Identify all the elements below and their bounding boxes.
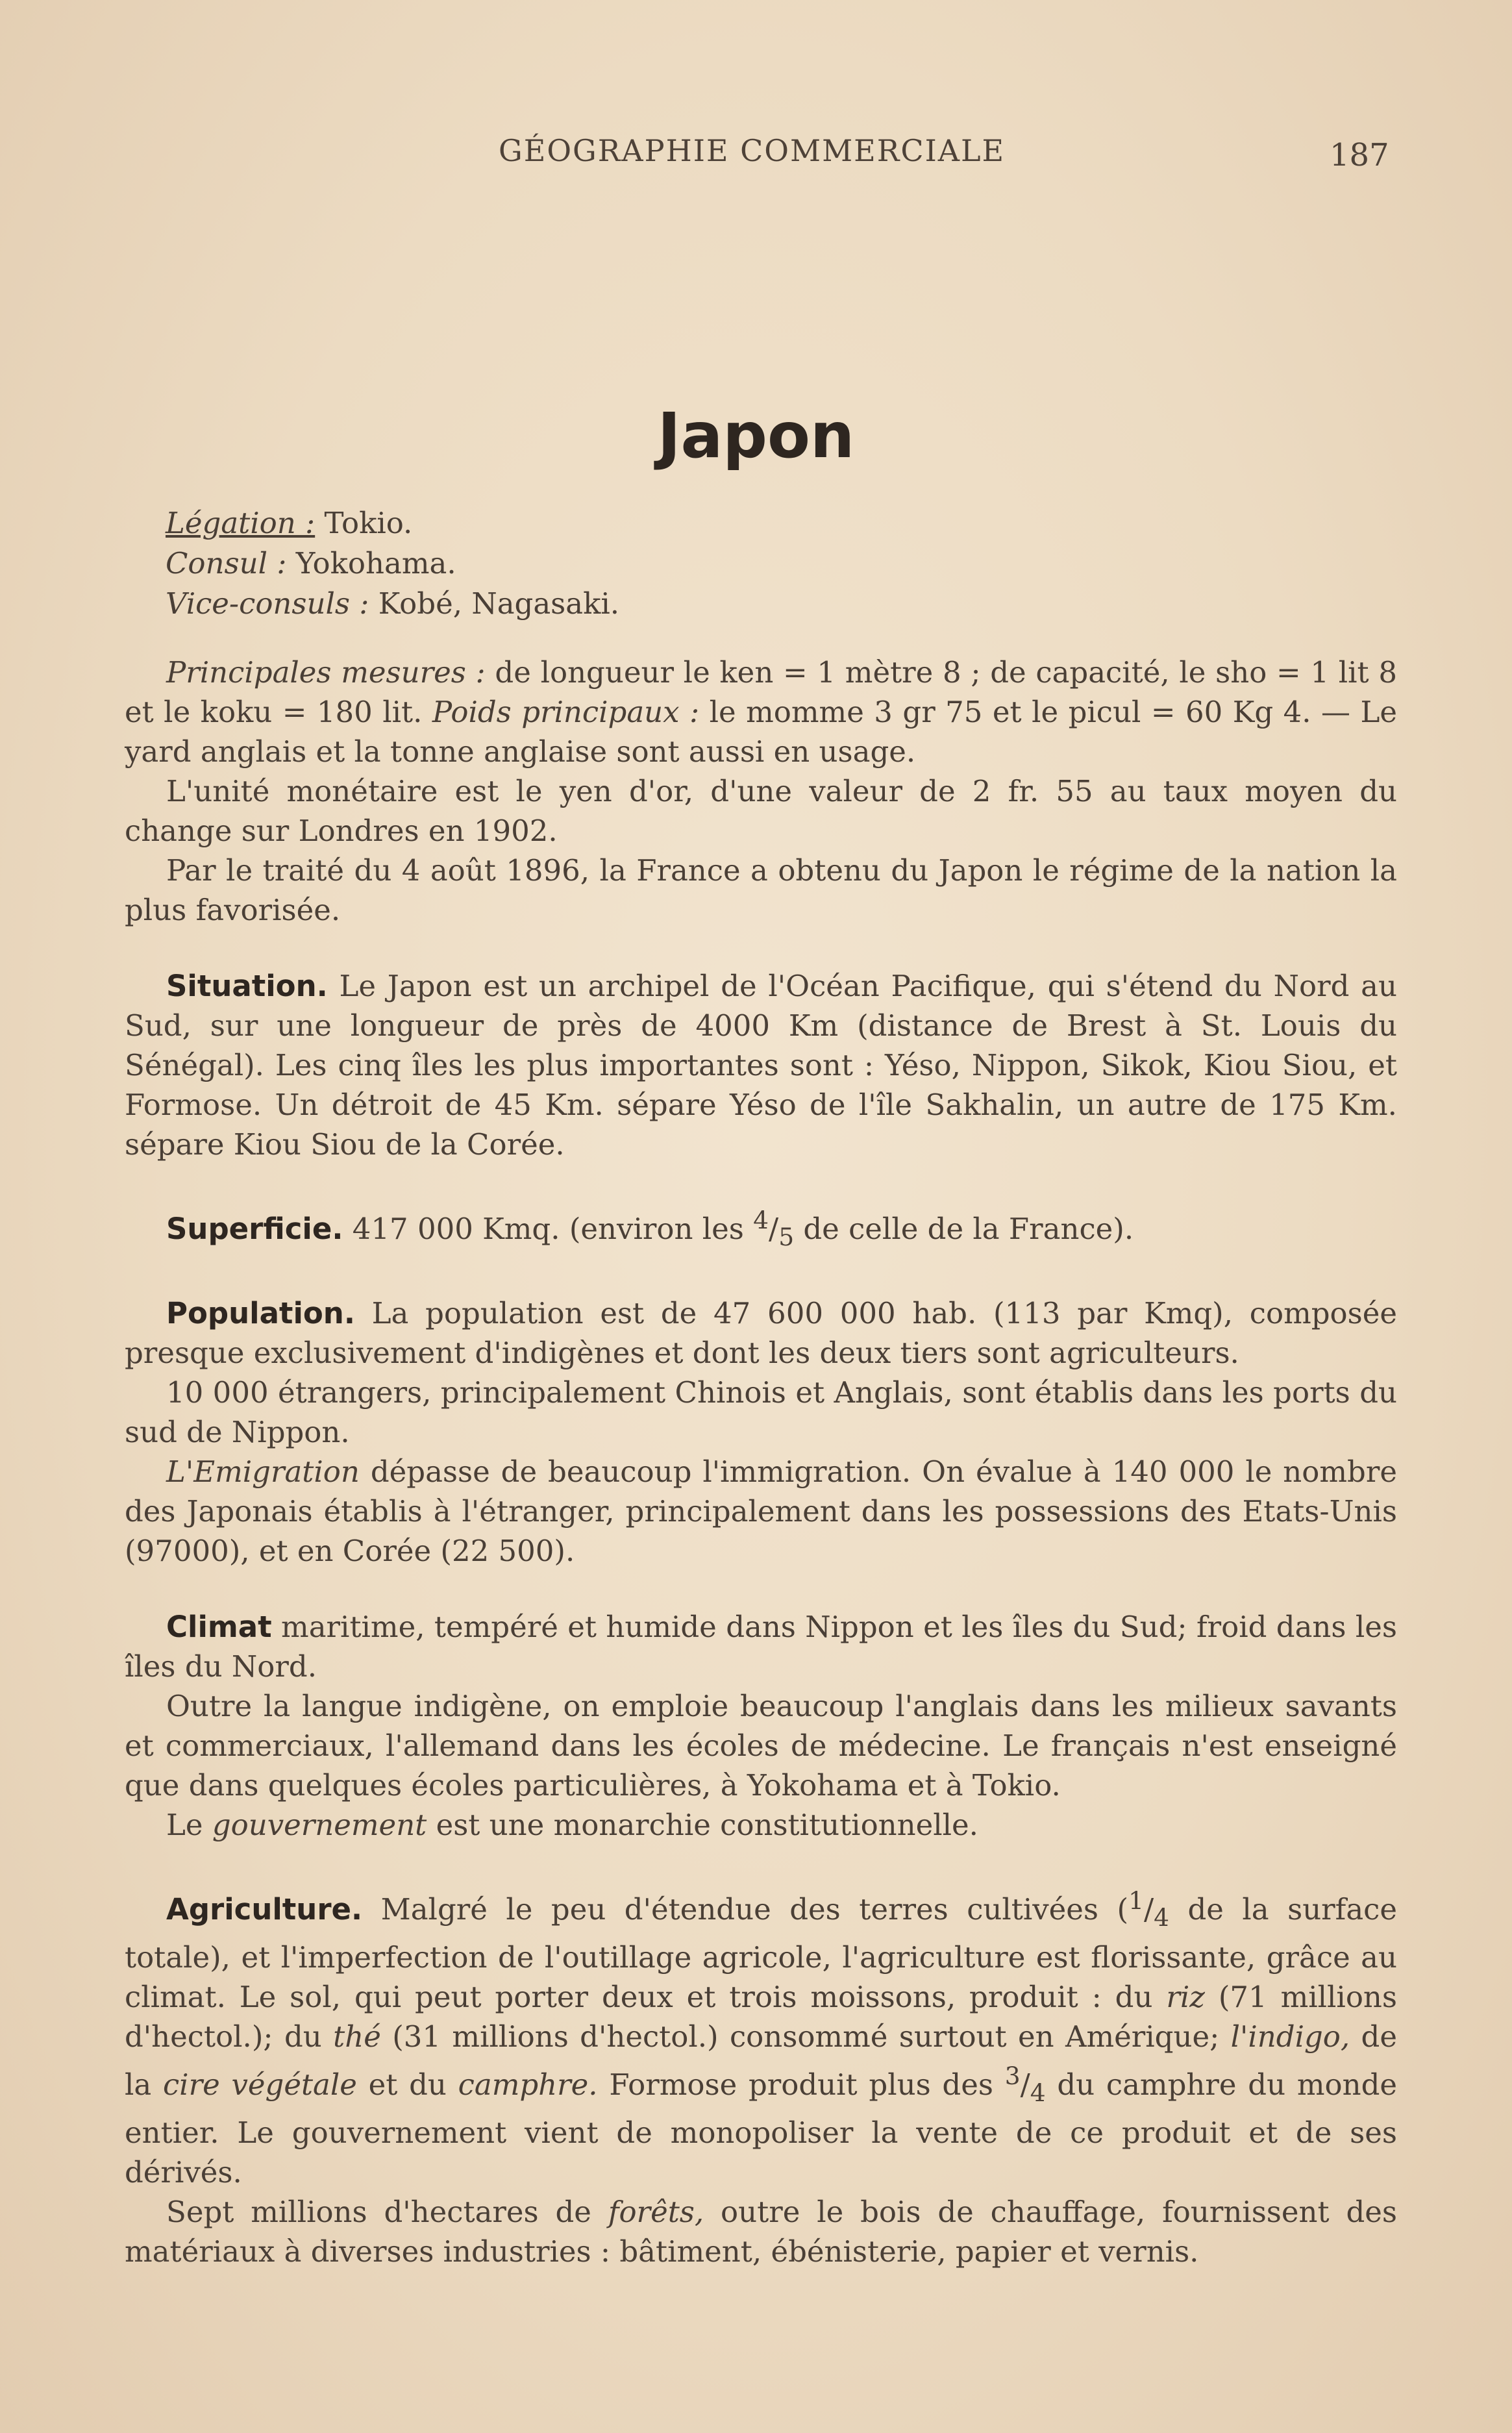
consul-value: Yokohama. (295, 546, 456, 580)
language-paragraph: Outre la langue indigène, on emploie beaucoup l'anglais dans les milieux savants et commerciaux, l'allemand dans les écoles de médecine. Le français n'est enseigné que dans quelques écoles particulières, à Yokohama et à Tokio. (125, 1689, 1397, 1803)
superficie-heading: Superficie. (166, 1212, 343, 1246)
emigration-paragraph (125, 1452, 1397, 1571)
population-paragraph-2: 10 000 étrangers, principalement Chinois et Anglais, sont établis dans les ports du sud de Nippon. (125, 1375, 1397, 1449)
situation-heading: Situation. (166, 969, 328, 1003)
legation-value: Tokio. (324, 506, 413, 540)
superficie-text-b: de celle de la France). (794, 1212, 1134, 1246)
population-heading: Population. (166, 1296, 355, 1330)
weights-label: Poids principaux : (432, 695, 700, 729)
agriculture-heading: Agriculture. (166, 1892, 363, 1927)
the-term: thé (333, 2019, 381, 2054)
agriculture-paragraph: Agriculture. Malgré le peu d'étendue des terres cultivées ($^1/_4$ de la surface totale), et l'imperfection de l'outillage agricole, l'agriculture est florissante, grâce au climat. Le sol, qui peut porter deux et trois moissons, produit : du riz (71 millions d'hectol.); du thé (31 millions d'hectol.) consommé surtout en Amérique; l'indigo, de la cire végétale et du camphre. Formose produit plus des $^3/_4$ du camphre du monde entier. Le gouvernement vient de monopoliser la vente de ce produit et de ses dérivés. (125, 1886, 1398, 2190)
emigration-label: L'Emigration (166, 1454, 360, 1489)
climat-heading: Climat (166, 1610, 272, 1644)
agri-text-3: (71 millions d'hectol.); du (125, 1980, 1397, 2054)
treaty-paragraph: Par le traité du 4 août 1896, la France a obtenu du Japon le régime de la nation la plus favorisée. (125, 853, 1397, 927)
measures-paragraph (125, 653, 1397, 771)
page-header (0, 133, 1512, 179)
viceconsuls-value: Kobé, Nagasaki. (378, 586, 620, 621)
agri-text-4: (31 millions d'hectol.) consommé surtout en Amérique; (380, 2019, 1231, 2054)
viceconsuls-line (166, 584, 619, 624)
measures-label: Principales mesures : (166, 655, 486, 690)
forets-text-a: Sept millions d'hectares de (166, 2195, 608, 2229)
currency-paragraph: L'unité monétaire est le yen d'or, d'une valeur de 2 fr. 55 au taux moyen du change sur Londres en 1902. (125, 774, 1397, 848)
agri-frac2-den: 4 (1030, 2078, 1046, 2107)
superficie-paragraph: Superficie. 417 000 Kmq. (environ les $^4/_5$ de celle de la France). (166, 1206, 1134, 1251)
climat-paragraph (125, 1607, 1397, 1686)
measures-text-a: de longueur le ken = 1 mètre 8 ; de capacité, le sho = 1 lit 8 et le koku = 180 lit. (125, 655, 1397, 729)
government-text-b: est une monarchie constitutionnelle. (427, 1808, 978, 1842)
legation-label: Légation : (166, 506, 316, 540)
riz-term: riz (1166, 1980, 1205, 2014)
agri-frac1-num: 1 (1128, 1886, 1144, 1915)
situation-paragraph (125, 966, 1397, 1164)
government-label: gouvernement (212, 1808, 427, 1842)
consul-label: Consul : (166, 546, 287, 580)
fraction-denominator: 5 (778, 1223, 795, 1251)
legation-line (166, 503, 619, 543)
situation-text: Le Japon est un archipel de l'Océan Pacifique, qui s'étend du Nord au Sud, sur une longueur de près de 4000 Km (distance de Brest à St. Louis du Sénégal). Les cinq îles les plus importantes sont : Yéso, Nippon, Sikok, Kiou Siou, et Formose. Un détroit de 45 Km. sépare Yéso de l'île Sakhalin, un autre de 175 Km. sépare Kiou Siou de la Corée. (125, 969, 1397, 1162)
page-number: 187 (1330, 137, 1389, 173)
population-paragraph-1 (125, 1293, 1397, 1373)
fraction-numerator: 4 (753, 1206, 769, 1234)
agri-text-5: de la (125, 2019, 1397, 2102)
population-text: La population est de 47 600 000 hab. (113 par Kmq), composée presque exclusivement d'indigènes et dont les deux tiers sont agriculteurs. (125, 1296, 1397, 1370)
government-text-a: Le (166, 1808, 212, 1842)
forets-paragraph (125, 2192, 1397, 2271)
chapter-title: Japon (657, 399, 855, 472)
climat-text: maritime, tempéré et humide dans Nippon et les îles du Sud; froid dans les îles du Nord. (125, 1610, 1397, 1684)
agri-text-2: de la surface totale), et l'imperfection de l'outillage agricole, l'agriculture est florissante, grâce au climat. Le sol, qui peut porter deux et trois moissons, produit : du (125, 1892, 1398, 2014)
agri-text-7: Formose produit plus des (597, 2067, 1005, 2102)
agri-text-1: Malgré le peu d'étendue des terres cultivées ( (362, 1892, 1129, 1927)
government-paragraph (125, 1805, 1397, 1845)
agri-text-8: du camphre du monde entier. Le gouvernement vient de monopoliser la vente de ce produit et de ses dérivés. (125, 2067, 1398, 2190)
agri-frac2-num: 3 (1004, 2062, 1021, 2090)
legation-block (166, 503, 619, 624)
agri-frac1-den: 4 (1154, 1903, 1169, 1932)
indigo-term: l'indigo, (1230, 2019, 1350, 2054)
measures-text-b: le momme 3 gr 75 et le picul = 60 Kg 4. — Le yard anglais et la tonne anglaise sont aussi en usage. (125, 695, 1397, 769)
consul-line (166, 543, 619, 584)
camphre-term: camphre. (458, 2067, 598, 2102)
running-title: GÉOGRAPHIE COMMERCIALE (499, 133, 1006, 168)
forets-text-b: outre le bois de chauffage, fournissent des matériaux à diverses industries : bâtiment, ébénisterie, papier et vernis. (125, 2195, 1397, 2269)
cire-term: cire végétale (162, 2067, 357, 2102)
measures-section (125, 653, 1397, 2271)
superficie-text-a: 417 000 Kmq. (environ les (343, 1212, 754, 1246)
emigration-text: dépasse de beaucoup l'immigration. On évalue à 140 000 le nombre des Japonais établis à l'étranger, principalement dans les possessions des Etats-Unis (97000), et en Corée (22 500). (125, 1454, 1397, 1568)
agri-text-6: et du (356, 2067, 458, 2102)
viceconsuls-label: Vice-consuls : (166, 586, 369, 621)
forets-term: forêts, (608, 2195, 704, 2229)
